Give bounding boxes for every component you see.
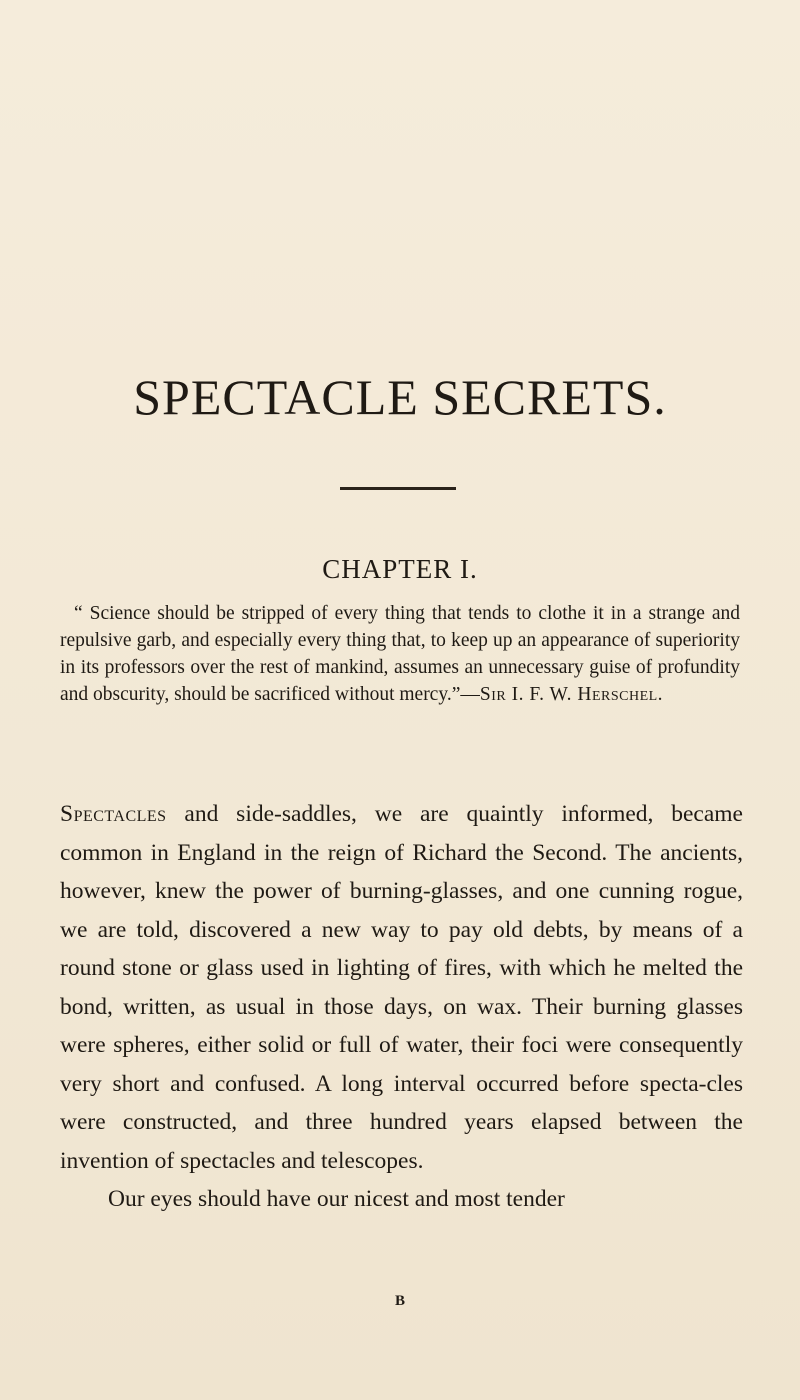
- body-paragraph-2: Our eyes should have our nicest and most tender: [108, 1186, 565, 1212]
- epigraph: [60, 600, 740, 708]
- body-text: [60, 795, 743, 1219]
- body-paragraph-1: [60, 795, 743, 1180]
- body-lead-word: Spectacles: [60, 801, 167, 827]
- book-title: SPECTACLE SECRETS.: [133, 369, 667, 425]
- body-paragraph-1-text: and side-saddles, we are quaintly informed, became common in England in the reign of Richard the Second. The ancients, however, knew the power of burning-glasses, and one cunning rogue, we are told, discovered a new way to pay old debts, by means of a round stone or glass used in lighting of fires, with which he melted the bond, written, as usual in those days, on wax. Their burning glasses were spheres, either solid or full of water, their foci were consequently very short and confused. A long interval occurred before specta-cles were constructed, and three hundred years elapsed between the invention of spectacles and telescopes.: [60, 801, 743, 1174]
- signature-mark: B: [394, 1293, 405, 1309]
- epigraph-quote: “ Science should be stripped of every thing that tends to clothe it in a strange and repulsive garb, and especially every thing that, to keep up an appearance of superiority in its professors over the rest of mankind, assumes an unnecessary guise of profundity and obscurity, should be sacrificed without mercy.”—: [60, 603, 740, 705]
- epigraph-attribution: Sir I. F. W. Herschel.: [479, 684, 664, 705]
- title-divider-rule: [340, 487, 456, 490]
- chapter-heading: CHAPTER I.: [322, 554, 478, 584]
